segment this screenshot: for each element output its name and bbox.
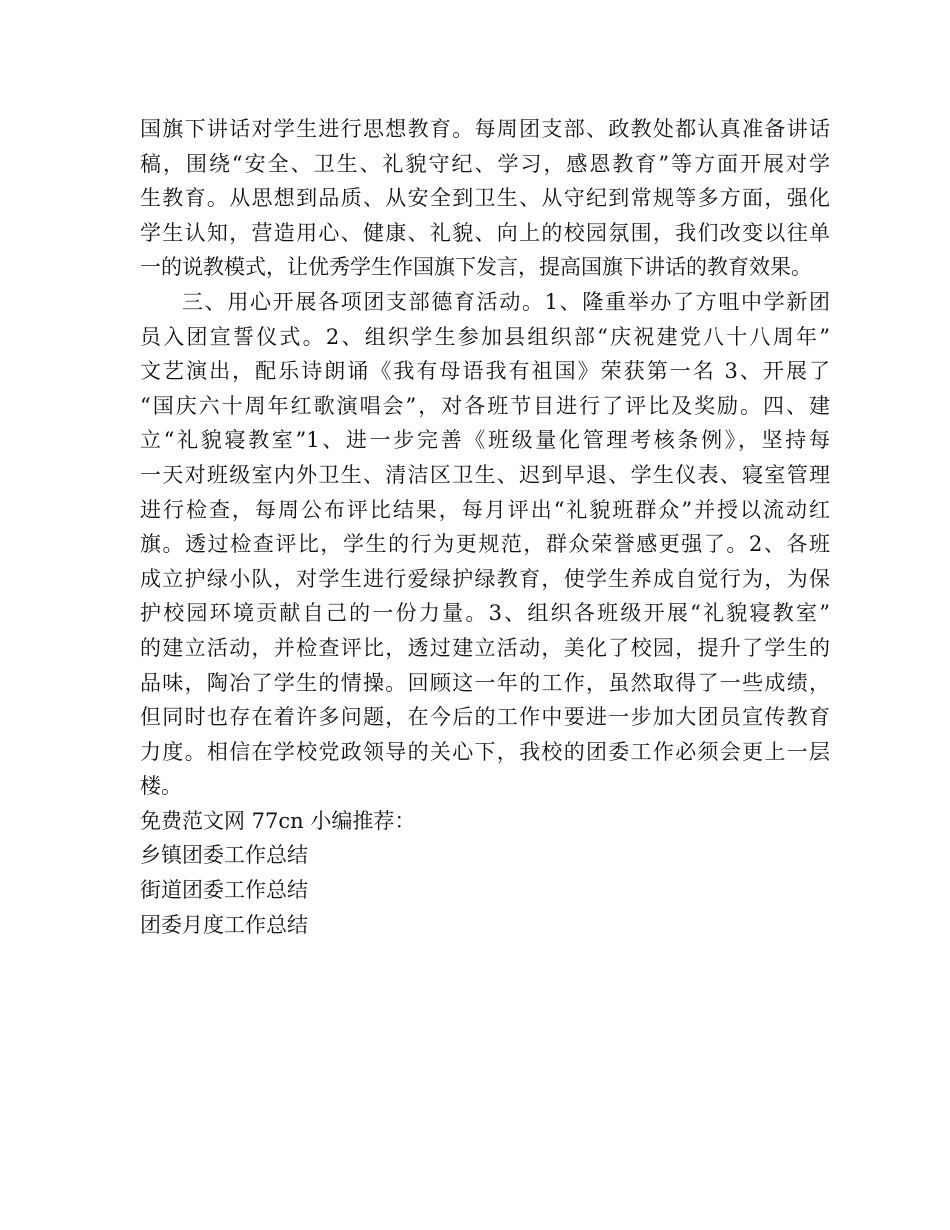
text-line: “国庆六十周年红歌演唱会”，对各班节目进行了评比及奖励。四、建: [140, 393, 830, 418]
document-body: [140, 112, 830, 942]
text-line: 力度。相信在学校党政领导的关心下，我校的团委工作必须会更上一层: [140, 739, 830, 764]
text-line: 但同时也存在着许多问题，在今后的工作中要进一步加大团员宣传教育: [140, 705, 830, 730]
recommend-header: 免费范文网 77cn 小编推荐：: [140, 808, 416, 833]
text-line: 旗。透过检查评比，学生的行为更规范，群众荣誉感更强了。2、各班: [140, 532, 830, 557]
text-line: 楼。: [140, 774, 182, 799]
text-line: 成立护绿小队，对学生进行爱绿护绿教育，使学生养成自觉行为，为保: [140, 566, 830, 591]
recommend-section: [140, 804, 830, 942]
text-line: 国旗下讲话对学生进行思想教育。每周团支部、政教处都认真准备讲话: [140, 117, 830, 141]
recommend-link[interactable]: 街道团委工作总结: [140, 878, 308, 903]
text-line: 一的说教模式，让优秀学生作国旗下发言，提高国旗下讲话的教育效果。: [140, 255, 812, 280]
text-line: 一天对班级室内外卫生、清洁区卫生、迟到早退、学生仪表、寝室管理: [140, 462, 830, 487]
paragraph-2: [140, 285, 830, 804]
text-line: 文艺演出，配乐诗朗诵《我有母语我有祖国》荣获第一名 3、开展了: [140, 359, 830, 384]
text-line: 稿，围绕“安全、卫生、礼貌守纪、学习，感恩教育”等方面开展对学: [140, 151, 830, 176]
text-line: 学生认知，营造用心、健康、礼貌、向上的校园氛围，我们改变以往单: [140, 220, 830, 245]
text-line: 三、用心开展各项团支部德育活动。1、隆重举办了方咀中学新团: [182, 289, 830, 314]
text-line: 护校园环境贡献自己的一份力量。3、组织各班级开展“礼貌寝教室”: [140, 601, 830, 626]
paragraph-1: [140, 112, 830, 285]
recommend-link[interactable]: 团委月度工作总结: [140, 912, 308, 937]
text-line: 员入团宣誓仪式。2、组织学生参加县组织部“庆祝建党八十八周年”: [140, 324, 830, 349]
recommend-link[interactable]: 乡镇团委工作总结: [140, 843, 308, 868]
text-line: 生教育。从思想到品质、从安全到卫生、从守纪到常规等多方面，强化: [140, 186, 830, 211]
text-line: 的建立活动，并检查评比，透过建立活动，美化了校园，提升了学生的: [140, 635, 830, 660]
text-line: 进行检查，每周公布评比结果，每月评出“礼貌班群众”并授以流动红: [140, 497, 830, 522]
text-line: 品味，陶冶了学生的情操。回顾这一年的工作，虽然取得了一些成绩，: [140, 670, 830, 695]
text-line: 立“礼貌寝教室”1、进一步完善《班级量化管理考核条例》，坚持每: [140, 428, 830, 453]
